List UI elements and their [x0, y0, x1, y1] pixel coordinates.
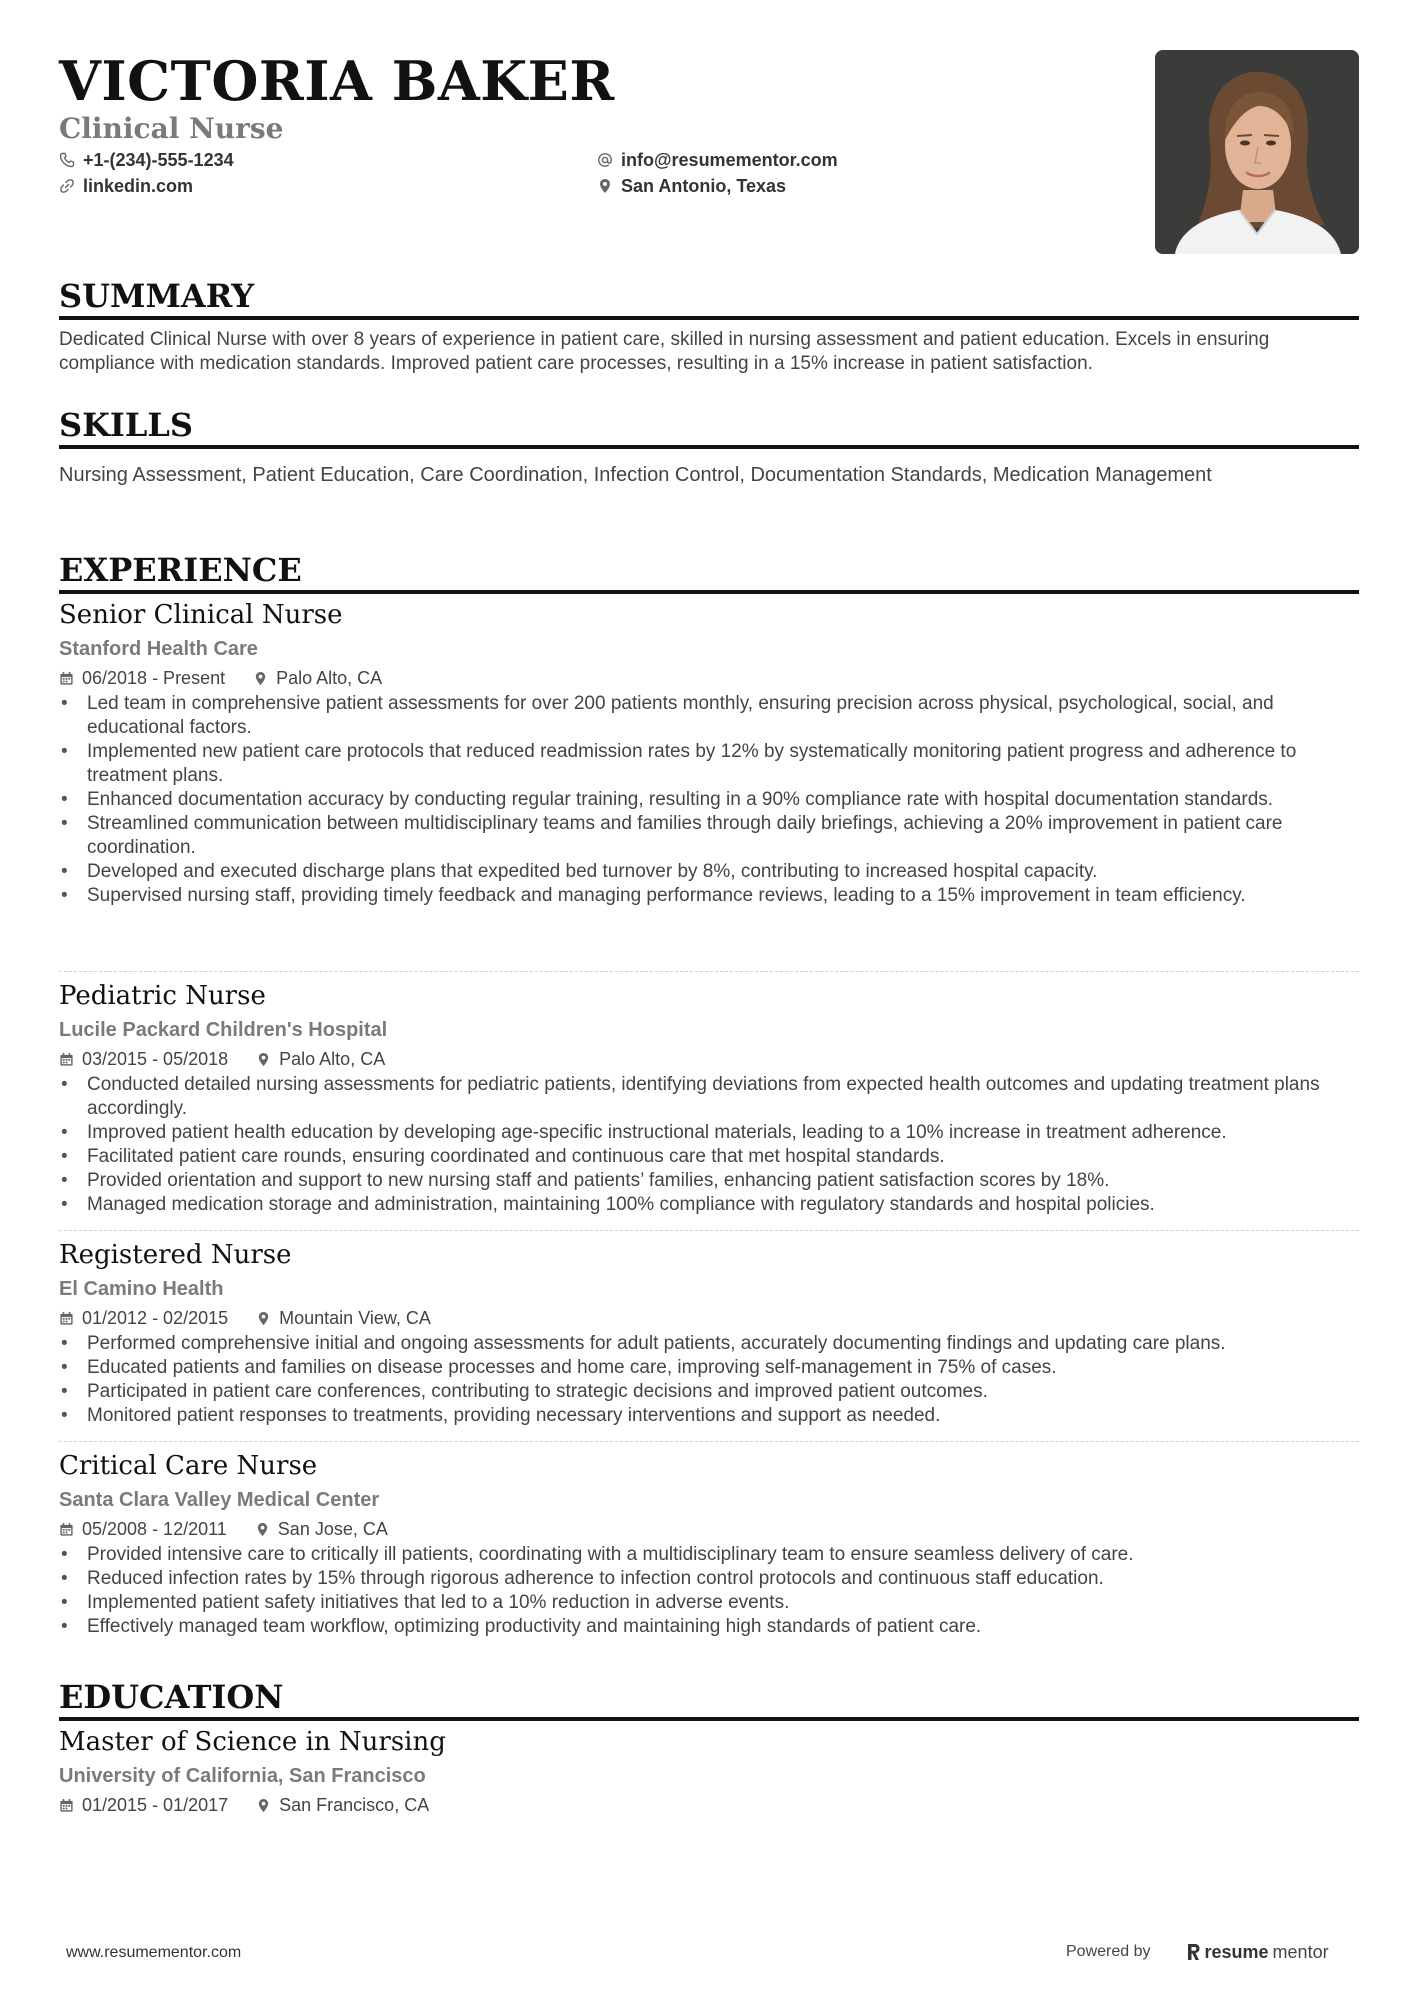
- experience-item: [59, 598, 1359, 908]
- job-dates: [59, 1045, 228, 1073]
- calendar-icon: [59, 1522, 74, 1537]
- job-meta: [59, 1515, 1359, 1543]
- job-bullet: • Improved patient health education by developing age-specific instructional materials, leading to a 10% increase in treatment adherence.: [59, 1121, 1359, 1145]
- candidate-title: Clinical Nurse: [59, 112, 284, 145]
- contact-phone[interactable]: [59, 148, 234, 172]
- job-meta: [59, 664, 1359, 692]
- location-text: San Antonio, Texas: [621, 176, 787, 196]
- calendar-icon: [59, 1052, 74, 1067]
- calendar-icon: [59, 1311, 74, 1326]
- job-location-text: Mountain View, CA: [279, 1308, 431, 1328]
- job-location-text: Palo Alto, CA: [279, 1049, 386, 1069]
- calendar-icon: [59, 671, 74, 686]
- job-location: [253, 664, 382, 692]
- job-dates: [59, 1515, 227, 1543]
- job-role: Senior Clinical Nurse: [59, 600, 343, 630]
- job-bullet: • Implemented new patient care protocols that reduced readmission rates by 12% by systematically monitoring patient progress and adherence to treatment plans.: [59, 740, 1359, 788]
- footer-powered-by: [1066, 1940, 1329, 1964]
- phone-icon: [59, 152, 75, 168]
- job-location: [256, 1304, 431, 1332]
- map-pin-icon: [256, 1052, 271, 1067]
- job-divider: [59, 971, 1359, 972]
- education-dates-text: 01/2015 - 01/2017: [82, 1795, 229, 1815]
- calendar-icon: [59, 1798, 74, 1813]
- job-dates-text: 05/2008 - 12/2011: [82, 1519, 227, 1539]
- school-name: University of California, San Francisco: [59, 1765, 426, 1787]
- job-bullet: • Reduced infection rates by 15% through rigorous adherence to infection control protocols and continuous staff education.: [59, 1567, 1359, 1591]
- job-bullet: • Supervised nursing staff, providing timely feedback and managing performance reviews, leading to a 15% improvement in team efficiency.: [59, 884, 1359, 908]
- resumementor-logo-icon: [1185, 1942, 1201, 1962]
- contact-location: [597, 174, 786, 198]
- job-dates-text: 03/2015 - 05/2018: [82, 1049, 229, 1069]
- job-company: Santa Clara Valley Medical Center: [59, 1489, 380, 1511]
- summary-heading: SUMMARY: [59, 276, 1359, 320]
- linkedin-text: linkedin.com: [83, 176, 194, 196]
- footer-website-link[interactable]: www.resumementor.com: [66, 1944, 242, 1961]
- summary-text: Dedicated Clinical Nurse with over 8 years of experience in patient care, skilled in nursing assessment and patient education. Excels in ensuring compliance with medication standards. Improved patient care processes, resulting in a 15% increase in patient satisfaction.: [59, 329, 1270, 374]
- job-location-text: San Jose, CA: [277, 1519, 388, 1539]
- map-pin-icon: [256, 1798, 271, 1813]
- experience-heading: EXPERIENCE: [59, 550, 1359, 594]
- job-bullet: • Monitored patient responses to treatments, providing necessary interventions and support as needed.: [59, 1404, 1359, 1428]
- job-divider: [59, 1441, 1359, 1442]
- map-pin-icon: [256, 1311, 271, 1326]
- job-bullet: • Enhanced documentation accuracy by conducting regular training, resulting in a 90% compliance rate with hospital documentation standards.: [59, 788, 1359, 812]
- job-dates-text: 06/2018 - Present: [82, 668, 226, 688]
- job-role: Pediatric Nurse: [59, 981, 266, 1011]
- brand-resume-text: resume: [1204, 1942, 1269, 1962]
- education-location: [256, 1791, 429, 1819]
- job-location: [256, 1045, 385, 1073]
- map-pin-icon: [253, 671, 268, 686]
- map-pin-icon: [597, 178, 613, 194]
- job-divider: [59, 1230, 1359, 1231]
- job-company: El Camino Health: [59, 1278, 224, 1300]
- job-bullet: • Performed comprehensive initial and ongoing assessments for adult patients, accurately documenting findings and updating care plans.: [59, 1332, 1359, 1356]
- job-bullets: [59, 1332, 1359, 1428]
- job-bullet: • Effectively managed team workflow, optimizing productivity and maintaining high standards of patient care.: [59, 1615, 1359, 1639]
- job-company: Stanford Health Care: [59, 638, 258, 660]
- contact-email[interactable]: [597, 148, 838, 172]
- education-heading: EDUCATION: [59, 1677, 1359, 1721]
- job-bullet: • Facilitated patient care rounds, ensuring coordinated and continuous care that met hospital standards.: [59, 1145, 1359, 1169]
- brand-logo[interactable]: [1185, 1940, 1329, 1964]
- job-bullet: • Streamlined communication between multidisciplinary teams and families through daily briefings, achieving a 20% improvement in patient care coordination.: [59, 812, 1359, 860]
- job-bullets: [59, 1073, 1359, 1217]
- skills-text: Nursing Assessment, Patient Education, Care Coordination, Infection Control, Documentation Standards, Medication Management: [59, 464, 1212, 486]
- experience-item: [59, 1238, 1359, 1428]
- job-bullets: [59, 1543, 1359, 1639]
- job-role: Registered Nurse: [59, 1240, 292, 1270]
- link-icon: [59, 178, 75, 194]
- job-bullet: • Led team in comprehensive patient assessments for over 200 patients monthly, ensuring precision across physical, psychological, social, and educational factors.: [59, 692, 1359, 740]
- job-company: Lucile Packard Children's Hospital: [59, 1019, 388, 1041]
- job-bullet: • Implemented patient safety initiatives that led to a 10% reduction in adverse events.: [59, 1591, 1359, 1615]
- job-bullet: • Provided intensive care to critically ill patients, coordinating with a multidisciplinary team to ensure seamless delivery of care.: [59, 1543, 1359, 1567]
- education-item: [59, 1725, 1359, 1819]
- job-bullet: • Participated in patient care conferences, contributing to strategic decisions and improved patient outcomes.: [59, 1380, 1359, 1404]
- job-bullets: [59, 692, 1359, 908]
- brand-mentor-text: mentor: [1272, 1942, 1329, 1962]
- job-bullet: • Provided orientation and support to new nursing staff and patients’ families, enhancing patient satisfaction scores by 18%.: [59, 1169, 1359, 1193]
- skills-heading: SKILLS: [59, 405, 1359, 449]
- job-dates-text: 01/2012 - 02/2015: [82, 1308, 229, 1328]
- education-meta: [59, 1791, 1359, 1819]
- education-dates: [59, 1791, 228, 1819]
- email-text: info@resumementor.com: [621, 150, 838, 170]
- candidate-name: VICTORIA BAKER: [59, 49, 615, 113]
- job-bullet: • Developed and executed discharge plans that expedited bed turnover by 8%, contributing to increased hospital capacity.: [59, 860, 1359, 884]
- job-bullet: • Managed medication storage and administration, maintaining 100% compliance with regulatory standards and hospital policies.: [59, 1193, 1359, 1217]
- job-role: Critical Care Nurse: [59, 1451, 318, 1481]
- experience-item: [59, 979, 1359, 1217]
- at-icon: [597, 152, 613, 168]
- job-location: [255, 1515, 388, 1543]
- job-bullet: • Educated patients and families on disease processes and home care, improving self-management in 75% of cases.: [59, 1356, 1359, 1380]
- job-dates: [59, 1304, 228, 1332]
- resume-header: [59, 50, 1359, 260]
- powered-by-label: Powered by: [1066, 1943, 1151, 1960]
- experience-item: [59, 1449, 1359, 1639]
- education-location-text: San Francisco, CA: [279, 1795, 430, 1815]
- phone-text: +1-(234)-555-1234: [83, 150, 234, 170]
- degree-name: Master of Science in Nursing: [59, 1727, 446, 1757]
- job-meta: [59, 1045, 1359, 1073]
- profile-photo: [1155, 50, 1359, 254]
- contact-linkedin[interactable]: [59, 174, 193, 198]
- job-location-text: Palo Alto, CA: [276, 668, 383, 688]
- map-pin-icon: [255, 1522, 270, 1537]
- job-meta: [59, 1304, 1359, 1332]
- job-bullet: • Conducted detailed nursing assessments for pediatric patients, identifying deviations from expected health outcomes and updating treatment plans accordingly.: [59, 1073, 1359, 1121]
- portrait-image: [1155, 50, 1359, 254]
- job-dates: [59, 664, 225, 692]
